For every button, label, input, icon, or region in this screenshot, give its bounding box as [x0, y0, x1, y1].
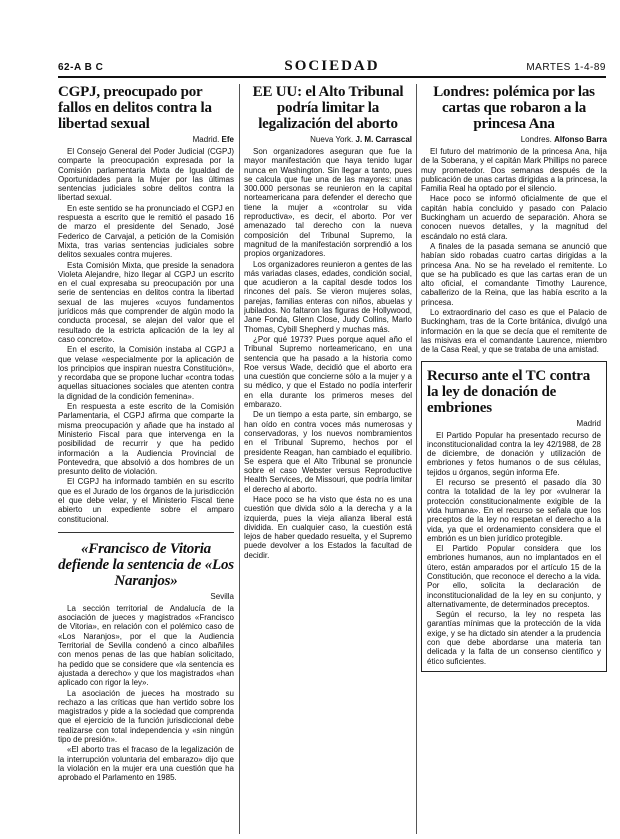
article-paragraph: Hace poco se informó oficialmente de que el capitán había concluido y pasado con Palacio Buckingham un acuerdo de separación. Ahora se conocen nuevos detalles, y la magnitud del escándalo no está clara. — [421, 194, 607, 241]
article-paragraph: En respuesta a este escrito de la Comisión Parlamentaria, el CGPJ afirma que comparte la misma preocupación y añade que ha instado al Ministerio Fiscal para que intervenga en la posibilidad de recurrir y que ha pedido información a la Audiencia Provincial de Pontevedra, que absolvió a dos hombres de un presunto delito de violación. — [58, 402, 234, 477]
article-paragraph: En este sentido se ha pronunciado el CGPJ en respuesta a escrito que le remitió el pasado 16 de marzo el presidente del Senado, José Federico de Carvajal, a petición de la Comisión Mixta, tras varias sentencias judiciales sobre delitos sexuales contra mujeres. — [58, 203, 234, 260]
article-byline — [427, 419, 601, 428]
article-paragraph: Los organizadores reunieron a gentes de las más variadas clases, edades, condición social, que acudieron a la capital desde todos los rincones del país. Se vieron mujeres solas, parejas, familias enteras con niños, abuelas y jubilados. No faltaron las figuras de Hollywood, Jane Fonda, Glenn Close, Judy Collins, Marlo Thomas, Cybill Shepherd y muchas más. — [244, 259, 412, 334]
article-paragraph: La asociación de jueces ha mostrado su rechazo a las críticas que han vertido sobre los magistrados y pide a la sociedad que comprenda que el ejercicio de la función jurisdiccional debe realizarse con total independencia y «sin ningún tipo de presión». — [58, 688, 234, 745]
article-paragraph: Según el recurso, la ley no respeta las garantías mínimas que la protección de la vida exige, y se ha dictado sin atender a la prudencia con que debe abordarse una materia tan delicada y la falta de un consenso científico y ético suficientes. — [427, 610, 601, 666]
article-byline — [421, 135, 607, 144]
byline-place: Madrid — [576, 418, 601, 428]
article-paragraph: El Consejo General del Poder Judicial (CGPJ) comparte la preocupación expresada por la Comisión parlamentaria Mixta de Igualdad de Oportunidades para la Mujer por las últimas sentencias judiciales sobre delitos contra la libertad sexual. — [58, 147, 234, 203]
article-paragraph: ¿Por qué 1973? Pues porque aquel año el Tribunal Supremo norteamericano, en una sentencia que ha pasado a la historia como Roe versus Wade, decidió que el aborto era una cuestión que concierne sólo a la mujer y a su médico, y que el Estado no podía interferir en ella durante los primeros meses del embarazo. — [244, 334, 412, 410]
column-left — [58, 84, 234, 836]
article-paragraph: El Partido Popular considera que los embriones humanos, aun no implantados en el útero, están amparados por el artículo 15 de la Constitución, que reconoce el derecho a la vida. Por ello, solicita la declaración de inconstitucionalidad de la ley en su conjunto, y alternativamente, de determinados preceptos. — [427, 544, 601, 609]
article-byline — [58, 135, 234, 144]
article-cgpj — [58, 84, 234, 524]
column-right — [421, 84, 607, 836]
byline-place: Nueva York. — [310, 135, 354, 144]
article-paragraph: El futuro del matrimonio de la princesa Ana, hija de la Soberana, y el capitán Mark Phillips no parece muy prometedor. Dos semanas después de la publicación de unas cartas dirigidas a la princesa, la Familia Real ha optado por el silencio. — [421, 147, 607, 194]
article-byline — [244, 135, 412, 144]
article-paragraph: El CGPJ ha informado también en su escrito que es el Jurado de los órganos de la jurisdicción el que debe velar, y el Ministerio Fiscal tiene abierto un expediente sobre el amparo constitucional. — [58, 477, 234, 524]
section-title: SOCIEDAD — [284, 58, 380, 74]
article-francisco-vitoria — [58, 541, 234, 783]
article-headline: Londres: polémica por las cartas que robaron a la princesa Ana — [433, 84, 595, 132]
byline-place: Londres. — [520, 135, 552, 144]
article-paragraph: Son organizadores aseguran que fue la mayor manifestación que haya tenido lugar nunca en Washington. Sin llegar a tanto, pues se calcula que fue una de las mayores: unas 300.000 personas se reunieron en la capital norteamericana para defender el derecho que tiene la mujer a «controlar su vida reproductiva», es decir, el aborto. Por ver amenazado tal derecho con la nueva composición del Tribunal Supremo, la magnitud de la manifestación sorprendió a los propios organizadores. — [244, 147, 412, 259]
article-paragraph: «El aborto tras el fracaso de la legalización de la interrupción voluntaria del embarazo» dijo que la violación en la mujer era una cuestión que ha aprobado el Parlamento en 1985. — [58, 745, 234, 783]
article-paragraph: De un tiempo a esta parte, sin embargo, se han oído en contra voces más numerosas y conservadoras, y los nuevos nombramientos en el Tribunal Supremo, hechos por el presidente Reagan, han cambiado el equilibrio. Se espera que el Alto Tribunal se pronuncie sobre el caso Webster versus Reproductive Health Services, de Missouri, que podría limitar el derecho al aborto. — [244, 410, 412, 494]
byline-author: Alfonso Barra — [554, 135, 607, 144]
article-headline: Recurso ante el TC contra la ley de donación de embriones — [427, 367, 591, 416]
article-paragraph: El recurso se presentó el pasado día 30 contra la totalidad de la ley por «vulnerar la protección constitucionalmente exigible de la vida humana». En el recurso se señala que los preceptos de la ley no respetan el derecho a la vida, ya que el ordenamiento considera que el embrión es un bien jurídico protegible. — [427, 478, 601, 543]
page-number: 62-A B C — [58, 62, 104, 73]
column-divider — [239, 84, 240, 834]
article-headline: CGPJ, preocupado por fallos en delitos contra la libertad sexual — [58, 84, 212, 132]
article-paragraph: Lo extraordinario del caso es que el Palacio de Buckingham, tras de la Corte británica, divulgó una información en la que se decía que el remitente de las misivas era el comandante Laurence, miembro de la Casa Real, y que se trataba de una amistad. — [421, 308, 607, 355]
article-paragraph: La sección territorial de Andalucía de la asociación de jueces y magistrados «Francisco de Vitoria», en relación con el polémico caso de «Los Naranjos», por el que la Audiencia Territorial de Sevilla condenó a cinco albañiles con menos penas de las que habían solicitado, ha pedido que se considere que «la sentencia es ajustada a derecho» y que los magistrados «han aplicado con rigor la ley». — [58, 603, 234, 688]
article-byline — [58, 592, 234, 601]
article-paragraph: A finales de la pasada semana se anunció que habían sido robadas cuatro cartas dirigidas a la princesa Ana. No se ha revelado el remitente. Lo que se ha publicado es que las cartas eran de un alto oficial, el comandante Timothy Laurence, caballerizo de la Reina, que las había escrito a la princesa. — [421, 241, 607, 307]
article-paragraph: En el escrito, la Comisión instaba al CGPJ a que velase «especialmente por la aplicación de los principios que inspiran nuestra Constitución», y recordaba que se propone luchar «contra todas aquellas situaciones sociales que atenten contra la dignidad de la condición femenina». — [58, 345, 234, 401]
byline-place: Sevilla — [210, 591, 234, 601]
article-paragraph: Hace poco se ha visto que ésta no es una cuestión que divida sólo a la derecha y a la izquierda, pues la vieja alianza liberal está dividida. En cualquier caso, la cuestión está lejos de haber quedado resuelta, y el Supremo puede devolver a los Estados la facultad de decidir. — [244, 494, 412, 560]
page-header — [58, 58, 606, 78]
byline-place: Madrid. — [192, 135, 220, 144]
column-divider — [416, 84, 417, 834]
article-recurso-tc — [421, 361, 607, 672]
byline-author: J. M. Carrascal — [355, 135, 412, 144]
column-middle — [244, 84, 412, 836]
article-eeuu-aborto — [244, 84, 412, 560]
header-rule — [58, 76, 606, 78]
article-londres-cartas — [421, 84, 607, 355]
article-separator — [58, 532, 234, 533]
byline-agency: Efe — [221, 135, 234, 144]
article-headline: «Francisco de Vitoria defiende la sentencia de «Los Naranjos» — [58, 540, 234, 589]
article-paragraph: Esta Comisión Mixta, que preside la senadora Violeta Alejandre, hizo llegar al CGPJ un escrito en el cual expresaba su preocupación por una serie de sentencias en delitos contra la libertad sexual de las mujeres «cuyos fundamentos jurídicos más que comprender de algún modo la conducta procesal, se alejan del valor que el resultado de la estricta aplicación de la ley al caso concreto». — [58, 260, 234, 344]
issue-date: MARTES 1-4-89 — [526, 62, 606, 73]
article-headline: EE UU: el Alto Tribunal podría limitar la legalización del aborto — [252, 84, 404, 132]
article-paragraph: El Partido Popular ha presentado recurso de inconstitucionalidad contra la ley 42/1988, de 28 de diciembre, de donación y utilización de embriones y fetos humanos o de sus células, tejidos u órganos, según informa Efe. — [427, 430, 601, 477]
